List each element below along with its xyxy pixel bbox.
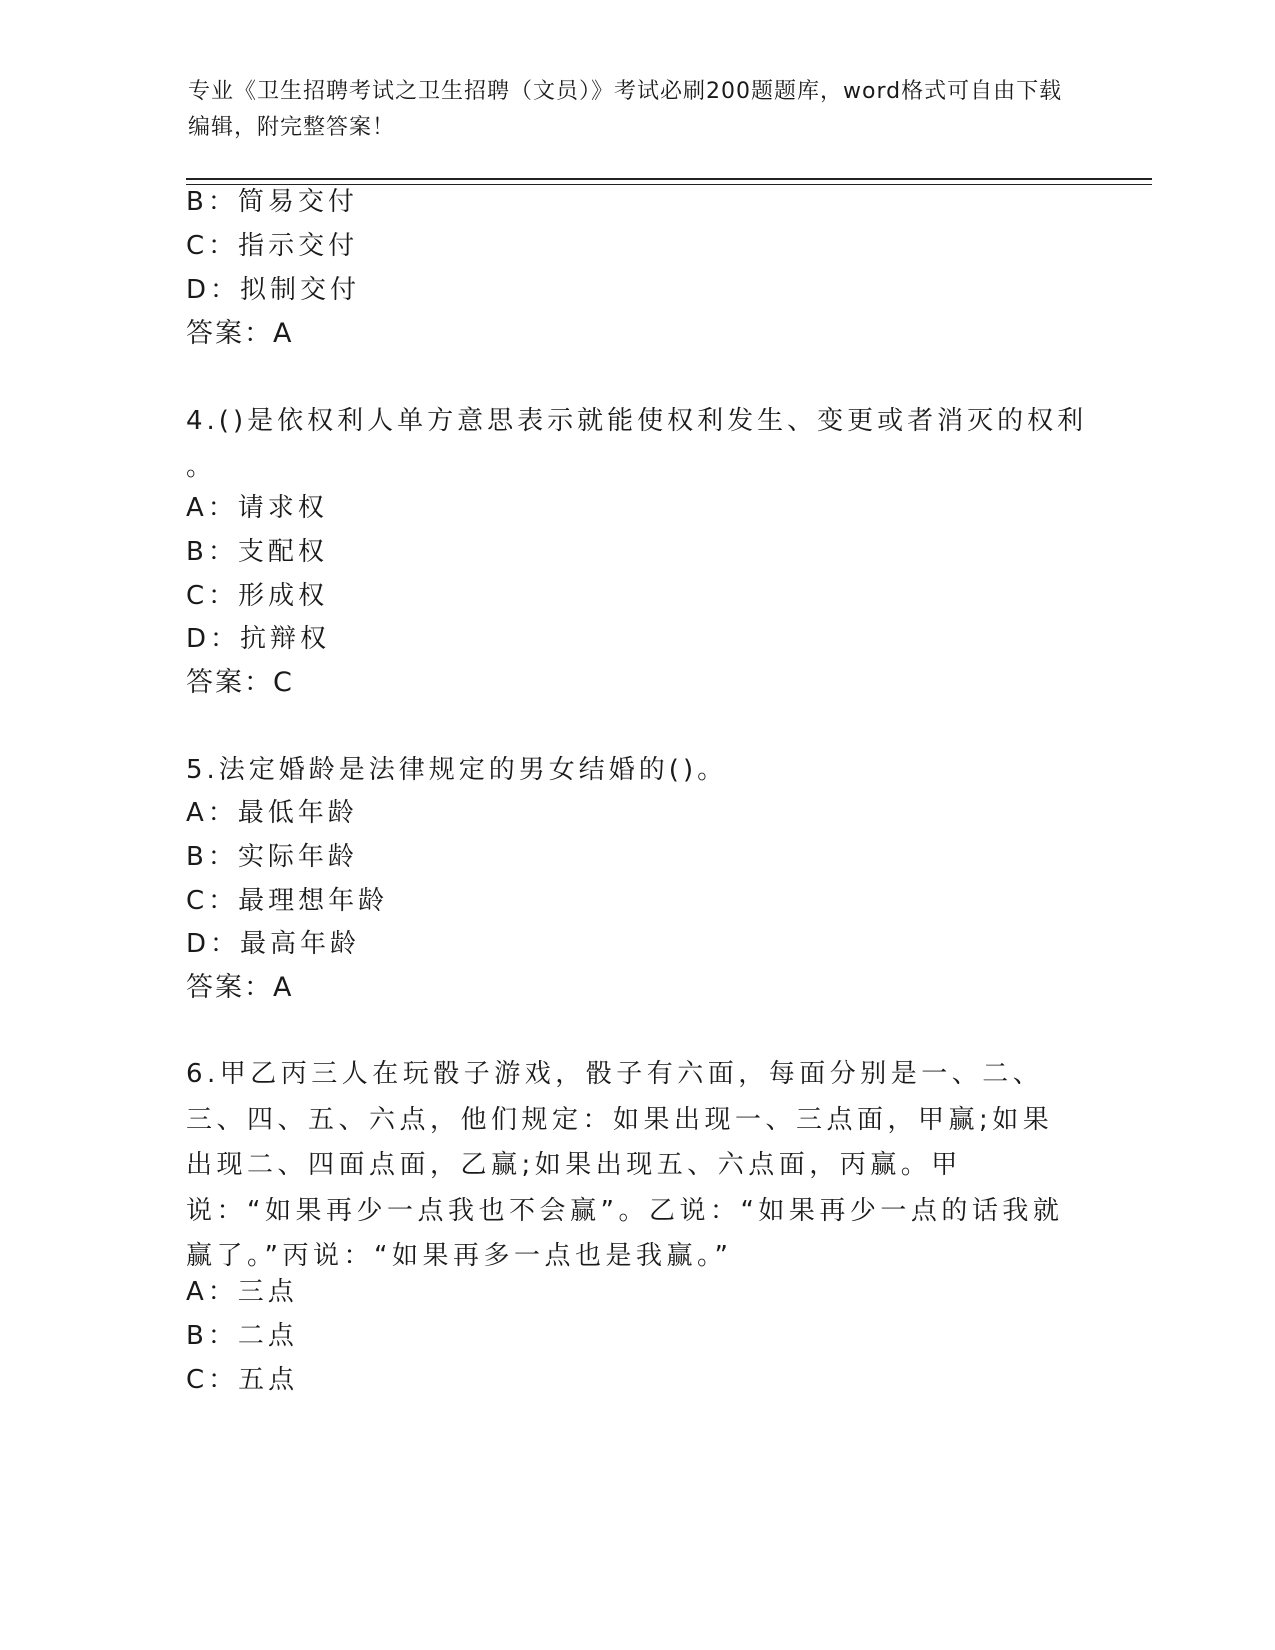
option-a: A：最低年龄 — [186, 798, 358, 828]
document-header-title: 专业《卫生招聘考试之卫生招聘（文员）》考试必刷200题题库，word格式可自由下载编辑，附完整答案！ — [188, 79, 1063, 140]
option-c: C：指示交付 — [186, 231, 359, 261]
option-d: D：最高年龄 — [186, 929, 361, 959]
answer-line: 答案：A — [186, 318, 294, 349]
answer-line: 答案：A — [186, 972, 294, 1003]
option-a: A：请求权 — [186, 493, 328, 523]
question-stem: 4.()是依权利人单方意思表示就能使权利发生、变更或者消灭的权利 — [186, 406, 1088, 436]
option-b: B：二点 — [186, 1321, 298, 1351]
option-a: A：三点 — [186, 1277, 298, 1307]
option-b: B：简易交付 — [186, 187, 358, 217]
option-d: D：抗辩权 — [186, 624, 331, 654]
answer-line: 答案：C — [186, 667, 294, 698]
option-c: C：五点 — [186, 1365, 299, 1395]
option-c: C：形成权 — [186, 581, 329, 611]
question-stem-tail: 。 — [186, 452, 217, 482]
header-divider-thick — [186, 178, 1152, 180]
option-b: B：实际年龄 — [186, 842, 358, 872]
question-stem: 6.甲乙丙三人在玩骰子游戏，骰子有六面，每面分别是一、二、三、四、五、六点，他们规定：如果出现一、三点面，甲赢;如果出现二、四面点面，乙赢;如果出现五、六点面，丙赢。甲说：“如果再少一点我也不会赢”。乙说：“如果再少一点的话我就赢了。”丙说：“如果再多一点也是我赢。” — [186, 1059, 1064, 1271]
option-d: D：拟制交付 — [186, 275, 361, 305]
option-b: B：支配权 — [186, 537, 328, 567]
option-c: C：最理想年龄 — [186, 886, 389, 916]
question-stem: 5.法定婚龄是法律规定的男女结婚的()。 — [186, 755, 728, 785]
